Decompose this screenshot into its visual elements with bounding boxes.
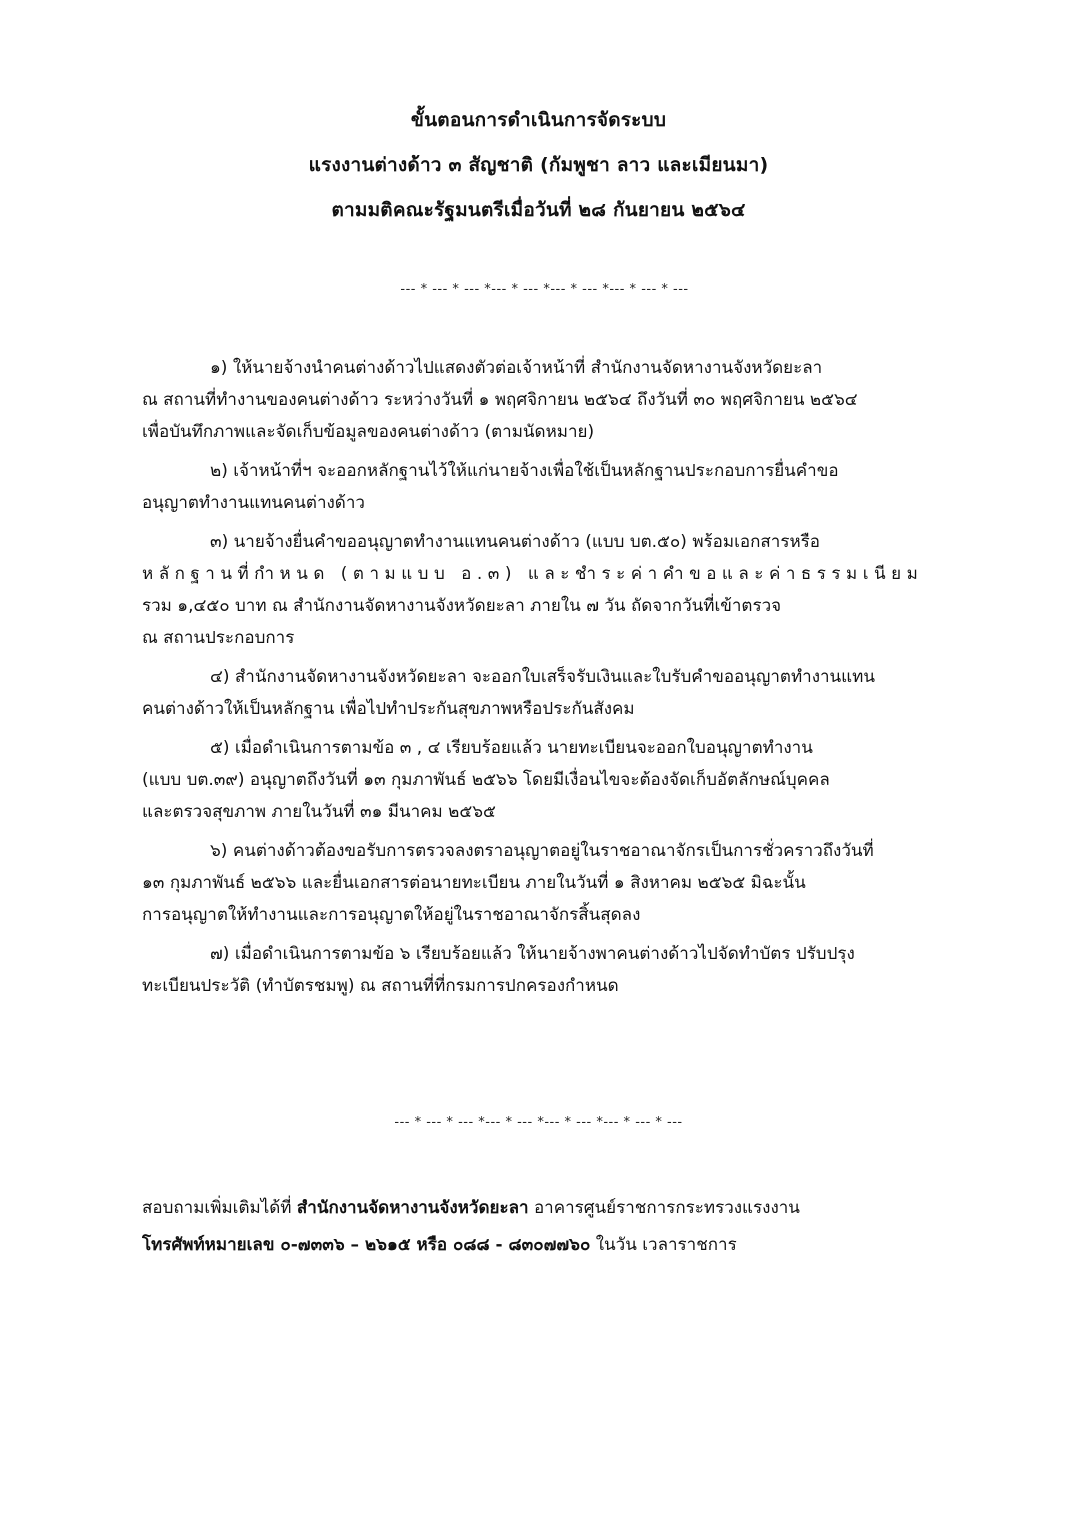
step-line: ณ สถานประกอบการ — [142, 628, 295, 648]
step-line: รวม ๑,๔๕๐ บาท ณ สำนักงานจัดหางานจังหวัดยะลา ภายใน ๗ วัน ถัดจากวันที่เข้าตรวจ — [142, 596, 782, 616]
step-line: หลักฐานที่กำหนด (ตามแบบ อ.๓) และชำระค่าคำขอและค่าธรรมเนียม — [142, 564, 924, 584]
step-1 — [142, 352, 972, 448]
step-4 — [142, 661, 972, 725]
separator-bottom: --- * --- * --- *--- * --- *--- * --- *--- * --- * --- — [394, 1115, 683, 1130]
title-line-3: ตามมติคณะรัฐมนตรีเมื่อวันที่ ๒๘ กันยายน ๒๕๖๔ — [331, 199, 746, 221]
step-line: ณ สถานที่ทำงานของคนต่างด้าว ระหว่างวันที่ ๑ พฤศจิกายน ๒๕๖๔ ถึงวันที่ ๓๐ พฤศจิกายน ๒๕๖๔ — [142, 390, 858, 410]
step-5 — [142, 732, 972, 828]
step-line: อนุญาตทำงานแทนคนต่างด้าว — [142, 493, 365, 513]
step-line: การอนุญาตให้ทำงานและการอนุญาตให้อยู่ในราชอาณาจักรสิ้นสุดลง — [142, 905, 641, 925]
title-line-1: ขั้นตอนการดำเนินการจัดระบบ — [410, 109, 667, 131]
document-title — [0, 98, 1077, 233]
step-line: ๕) เมื่อดำเนินการตามข้อ ๓ , ๔ เรียบร้อยแล้ว นายทะเบียนจะออกใบอนุญาตทำงาน — [210, 738, 813, 758]
step-line: ๔) สำนักงานจัดหางานจังหวัดยะลา จะออกใบเสร็จรับเงินและใบรับคำขออนุญาตทำงานแทน — [210, 667, 875, 687]
contact-line-1 — [142, 1190, 972, 1227]
contact-info — [142, 1190, 972, 1264]
contact-line-2 — [142, 1227, 972, 1264]
step-line: ๑๓ กุมภาพันธ์ ๒๕๖๖ และยื่นเอกสารต่อนายทะเบียน ภายในวันที่ ๑ สิงหาคม ๒๕๖๕ มิฉะนั้น — [142, 873, 806, 893]
contact-hours: ในวัน เวลาราชการ — [590, 1235, 737, 1255]
step-6 — [142, 835, 972, 931]
step-line: ๑) ให้นายจ้างนำคนต่างด้าวไปแสดงตัวต่อเจ้าหน้าที่ สำนักงานจัดหางานจังหวัดยะลา — [210, 358, 823, 378]
step-3 — [142, 526, 972, 654]
title-line-2: แรงงานต่างด้าว ๓ สัญชาติ (กัมพูชา ลาว และเมียนมา) — [308, 154, 769, 176]
step-2 — [142, 455, 972, 519]
step-line: ๗) เมื่อดำเนินการตามข้อ ๖ เรียบร้อยแล้ว ให้นายจ้างพาคนต่างด้าวไปจัดทำบัตร ปรับปรุง — [210, 944, 855, 964]
contact-phone: โทรศัพท์หมายเลข ๐-๗๓๓๖ – ๒๖๑๕ หรือ ๐๘๘ - ๘๓๐๗๗๖๐ — [142, 1235, 591, 1255]
step-line: ๒) เจ้าหน้าที่ฯ จะออกหลักฐานไว้ให้แก่นายจ้างเพื่อใช้เป็นหลักฐานประกอบการยื่นคำขอ — [210, 461, 839, 481]
step-line: (แบบ บต.๓๙) อนุญาตถึงวันที่ ๑๓ กุมภาพันธ์ ๒๕๖๖ โดยมีเงื่อนไขจะต้องจัดเก็บอัตลักษณ์บุคคล — [142, 770, 830, 790]
step-line: เพื่อบันทึกภาพและจัดเก็บข้อมูลของคนต่างด้าว (ตามนัดหมาย) — [142, 422, 595, 442]
contact-prefix: สอบถามเพิ่มเติมได้ที่ — [142, 1198, 297, 1218]
step-line: และตรวจสุขภาพ ภายในวันที่ ๓๑ มีนาคม ๒๕๖๕ — [142, 802, 496, 822]
steps-list — [142, 352, 972, 1009]
step-line: ๓) นายจ้างยื่นคำขออนุญาตทำงานแทนคนต่างด้าว (แบบ บต.๕๐) พร้อมเอกสารหรือ — [210, 532, 820, 552]
step-7 — [142, 938, 972, 1002]
step-line: คนต่างด้าวให้เป็นหลักฐาน เพื่อไปทำประกันสุขภาพหรือประกันสังคม — [142, 699, 635, 719]
contact-office: สำนักงานจัดหางานจังหวัดยะลา — [296, 1198, 529, 1218]
contact-building: อาคารศูนย์ราชการกระทรวงแรงงาน — [528, 1198, 800, 1218]
step-line: ทะเบียนประวัติ (ทำบัตรชมพู) ณ สถานที่ที่กรมการปกครองกำหนด — [142, 976, 619, 996]
step-line: ๖) คนต่างด้าวต้องขอรับการตรวจลงตราอนุญาตอยู่ในราชอาณาจักรเป็นการชั่วคราวถึงวันที่ — [210, 841, 874, 861]
separator-top: --- * --- * --- *--- * --- *--- * --- *--- * --- * --- — [400, 282, 689, 297]
